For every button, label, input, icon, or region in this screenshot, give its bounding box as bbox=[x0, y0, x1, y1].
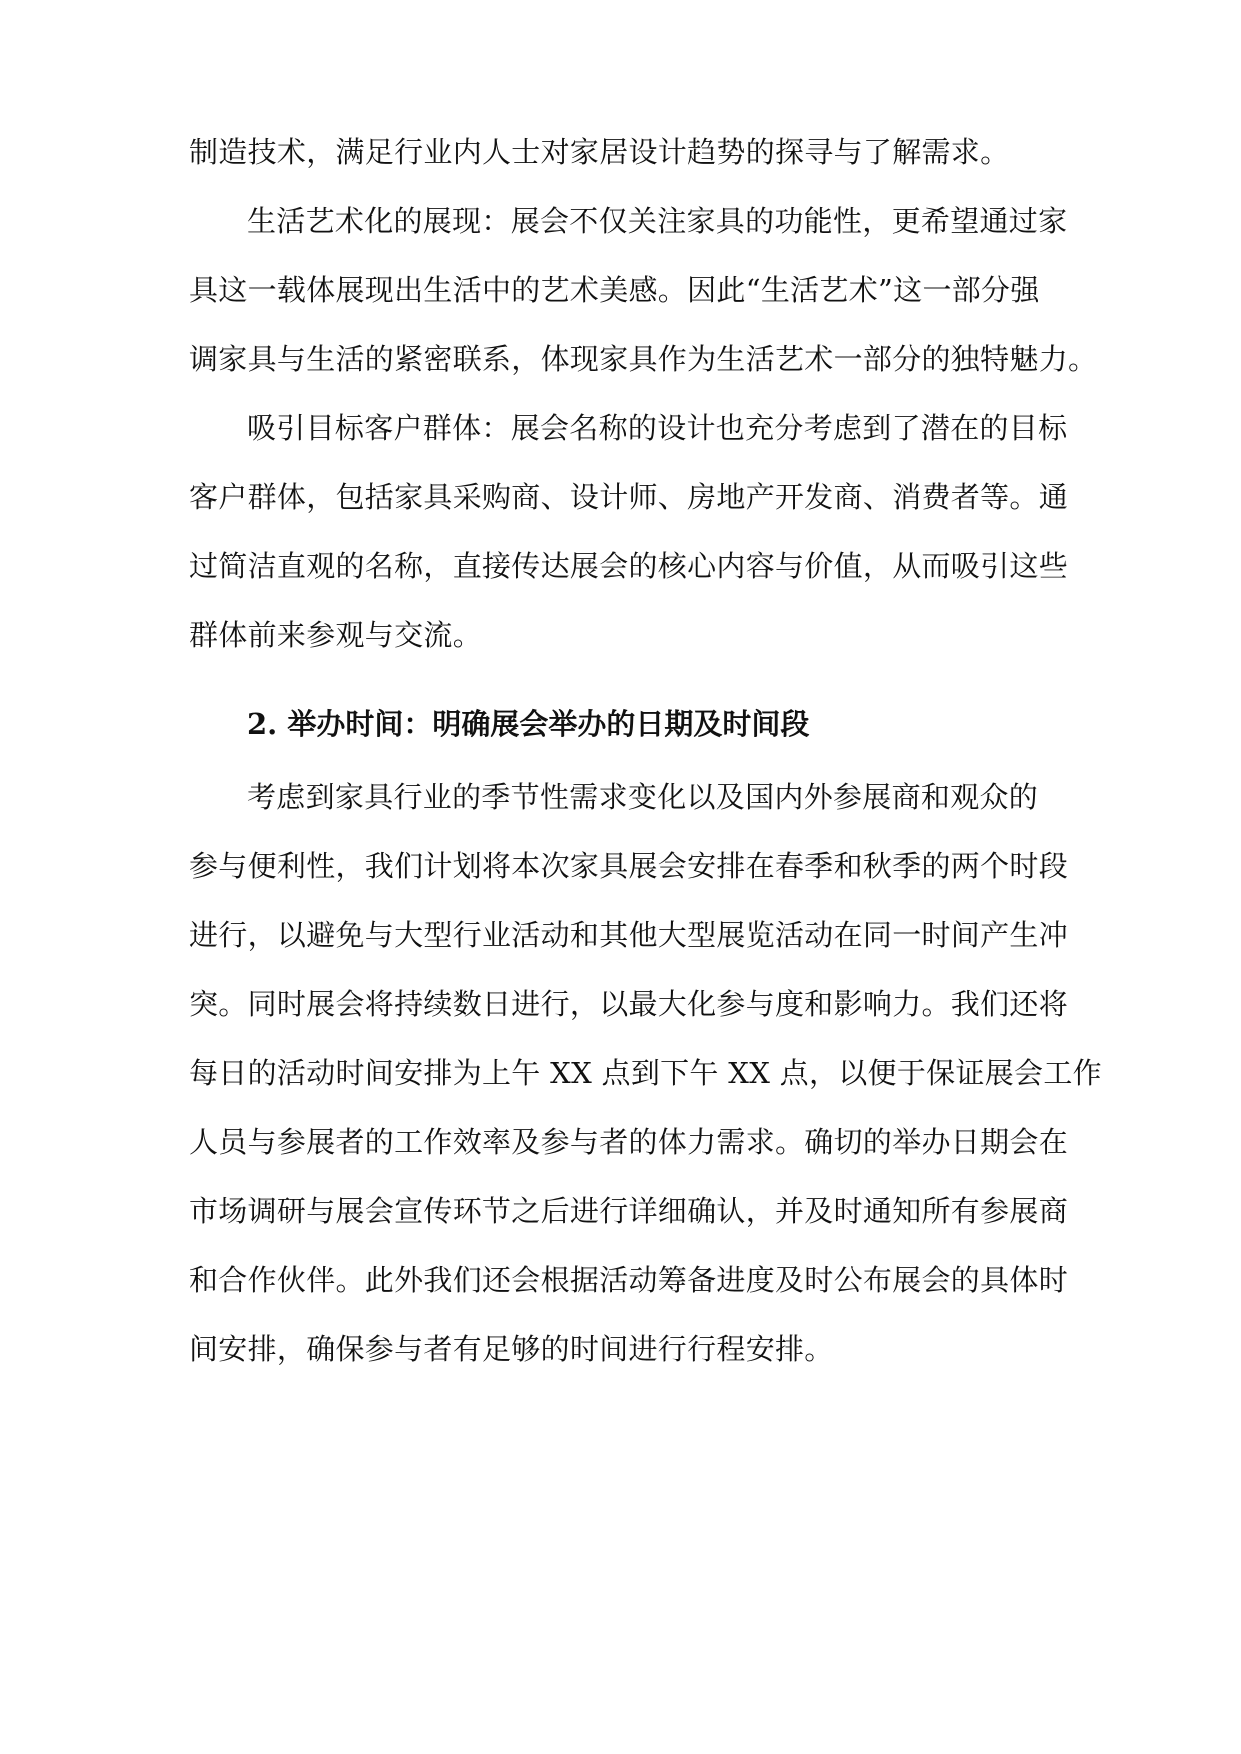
paragraph-3-line-8: 间安排，确保参与者有足够的时间进行行程安排。 bbox=[189, 1332, 834, 1366]
paragraph-1-line-0: 生活艺术化的展现：展会不仅关注家具的功能性，更希望通过家 bbox=[247, 204, 1068, 238]
paragraph-2-line-3: 群体前来参观与交流。 bbox=[189, 618, 483, 652]
paragraph-3-line-5: 人员与参展者的工作效率及参与者的体力需求。确切的举办日期会在 bbox=[189, 1125, 1069, 1159]
paragraph-3-line-6: 市场调研与展会宣传环节之后进行详细确认，并及时通知所有参展商 bbox=[189, 1194, 1069, 1228]
section-heading-2: 2. 举办时间：明确展会举办的日期及时间段 bbox=[247, 707, 810, 741]
paragraph-1-line-2: 调家具与生活的紧密联系，体现家具作为生活艺术一部分的独特魅力。 bbox=[189, 342, 1098, 376]
paragraph-3-line-3: 突。同时展会将持续数日进行，以最大化参与度和影响力。我们还将 bbox=[189, 987, 1069, 1021]
paragraph-0-line-0: 制造技术，满足行业内人士对家居设计趋势的探寻与了解需求。 bbox=[189, 135, 1010, 169]
paragraph-1-line-1: 具这一载体展现出生活中的艺术美感。因此“生活艺术”这一部分强 bbox=[189, 273, 1040, 307]
paragraph-3-line-4: 每日的活动时间安排为上午 XX 点到下午 XX 点，以便于保证展会工作 bbox=[189, 1056, 1102, 1090]
paragraph-3-line-0: 考虑到家具行业的季节性需求变化以及国内外参展商和观众的 bbox=[247, 780, 1039, 814]
paragraph-3-line-1: 参与便利性，我们计划将本次家具展会安排在春季和秋季的两个时段 bbox=[189, 849, 1069, 883]
paragraph-2-line-2: 过简洁直观的名称，直接传达展会的核心内容与价值，从而吸引这些 bbox=[189, 549, 1069, 583]
paragraph-2-line-1: 客户群体，包括家具采购商、设计师、房地产开发商、消费者等。通 bbox=[189, 480, 1069, 514]
paragraph-3-line-2: 进行，以避免与大型行业活动和其他大型展览活动在同一时间产生冲 bbox=[189, 918, 1069, 952]
paragraph-3-line-7: 和合作伙伴。此外我们还会根据活动筹备进度及时公布展会的具体时 bbox=[189, 1263, 1069, 1297]
paragraph-2-line-0: 吸引目标客户群体：展会名称的设计也充分考虑到了潜在的目标 bbox=[247, 411, 1068, 445]
